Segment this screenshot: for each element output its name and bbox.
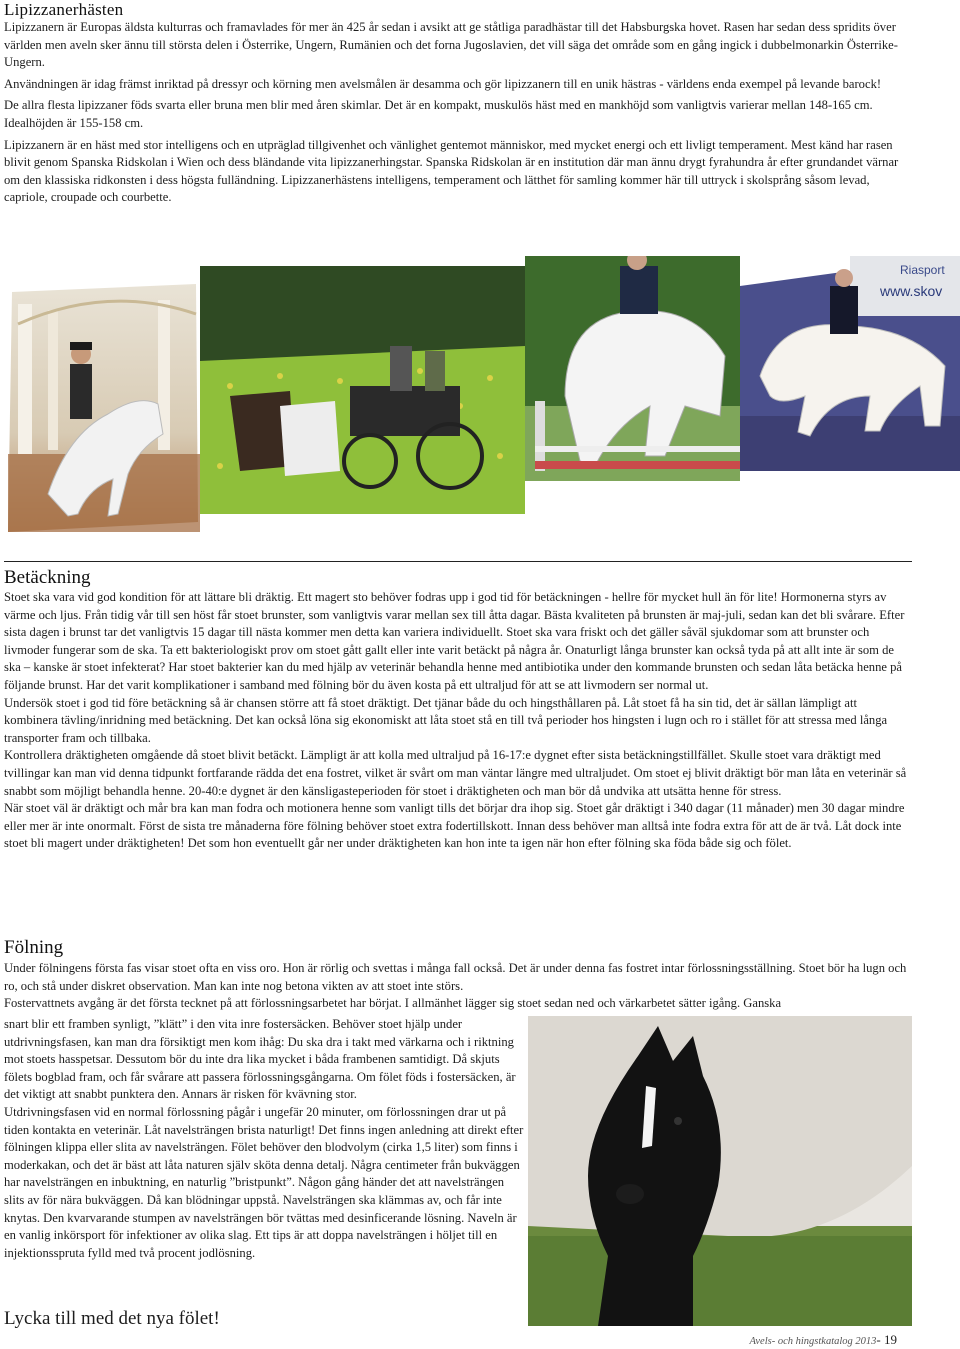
betackning-paragraph: Kontrollera dräktigheten omgående då stoet blivit betäckt. Lämpligt är att kolla med ultraljud på 16-17:e dygnet efter sista betäckningstillfället. Skulle stoet vara dräktigt med tvillingar kan man vid denna tidpunkt fortfarande rädda det ena fostret, vilket är svårt om man väntar längre med ultraljudet. Om stoet ej blivit dräktigt bör man låta en veterinär så snabbt som möjligt behandla henne. 20-40:e dygnet är den känsligasteperioden för stoet i dräktigheten och man bör då undvika att utsätta henne för stress. <box>4 748 907 798</box>
photo-strip <box>0 256 960 556</box>
intro-paragraph: De allra flesta lipizzaner föds svarta eller bruna men blir med åren skimlar. Det är en kompakt, muskulös häst med en mankhöjd som vanligtvis varierar mellan 148-165 cm. Idealhöjden är 155-158 cm. <box>4 98 873 130</box>
footer-label: Avels- och hingstkatalog 2013 <box>749 1336 877 1347</box>
photo-indoor-dressage <box>740 256 960 471</box>
intro-paragraph: Lipizzanern är en häst med stor intelligens och en utpräglad tillgivenhet och vänlighet gentemot människor, med mycket energi och ett livligt temperament. Mest känd har rasen blivit genom Spanska Ridskolan i Wien och dess bländande vita lipizzanerhingstar. Spanska Ridskolan är en institution där man ännu drygt fyrahundra år efter grundandet värnar om den klassiska ridkonsten i dess högsta fulländning. Lipizzanerhästens intelligens, temperament och lätthet för samling kommer här till uttryck i skolsprång såsom levad, capriole, croupade och courbette. <box>4 137 899 205</box>
betackning-paragraph: När stoet väl är dräktigt och mår bra kan man fodra och motionera henne som vanligt tills det börjar dra ihop sig. Stoet går dräktigt i 340 dagar (11 månader) men 30 dagar mindre eller mer är inte onormalt. Först de sista tre månaderna före fölning behöver stoet extra fodertillskott. Innan dess behöver man alltså inte fodra extra för att de är två. Låt dock inte stoet bli magert under dräktigheten! Det som hon eventuellt går ner under dräktigheten kan hon inte ta igen när hon efter fölning ska föda både sig och fölet. <box>4 801 905 851</box>
photo-riding-school <box>8 284 200 534</box>
photo-foal <box>528 1016 912 1326</box>
folning-paragraph: snart blir ett framben synligt, ”klätt” i den vita inre fostersäcken. Behöver stoet hjälp under utdrivningsfasen, kan man dra försiktigt men kom ihåg: Du ska dra i takt med värkarna och i riktning mot stoets hasspetsar. Dessutom bör du inte dra lika mycket i båda frambenen samtidigt. Då skjuts fölets bogblad fram, och får svårare att passera förlossningsgångarna. Om fölet föds i fostersäcken, är det viktigt att snabbt punktera den. Annars är risken för kvävning stor. <box>4 1017 516 1102</box>
sign-text: www.skov <box>880 283 943 299</box>
folning-paragraph: Under fölningens första fas visar stoet ofta en viss oro. Hon är rörlig och svettas i många fall också. Det är under denna fas fostret intar förlossningsställning. Stoet bör ha lugn och ro, och stå under diskret observation. Man kan inte nog betona vikten av att stoet inte störs. <box>4 961 907 993</box>
heading-betackning: Betäckning <box>4 567 91 588</box>
section-folning <box>4 937 912 959</box>
closing-line: Lycka till med det nya fölet! <box>4 1308 220 1329</box>
betackning-paragraph: Undersök stoet i god tid före betäckning så är chansen större att få stoet dräktigt. Det tjänar både du och hingsthållaren på. Låt stoet få ha sin tid, det är sällan lämpligt att kombinera tävling/inridning med betäckning. Det kan också löna sig ekonomiskt att låta stoet stå en till två perioder hos hingsten i lugn och ro i stället för att stressa med långa transporter fram och tillbaka. <box>4 695 888 745</box>
page-title: Lipizzanerhästen <box>4 0 124 19</box>
sign-text-top: Riasport <box>900 263 945 277</box>
intro-section <box>4 19 912 211</box>
folning-column <box>4 1016 524 1262</box>
photo-show-jumping <box>525 256 740 481</box>
page-number: - 19 <box>876 1332 897 1347</box>
intro-paragraph: Användningen är idag främst inriktad på dressyr och körning men avelsmålen är desamma och gör lipizzanern till en unik hästras - världens enda exempel på levande barock! <box>4 76 882 91</box>
betackning-paragraph: Stoet ska vara vid god kondition för att lättare bli dräktig. Ett magert sto behöver fodras upp i god tid för betäckningen - hellre för mycket hull än för lite! Hormonerna styrs av värme och ljus. Från tidig vår till sen höst får stoet brunster, som vanligtvis varar mellan sex till åtta dagar. Bästa kvaliteten på brunsten är maj-juli, sedan kan det bli svårare. Efter sista dagen i brunst tar det vanligtvis 15 dagar till nästa kommer men detta kan variera individuellt. Stoet ska vara friskt och det gäller såväl sjukdomar som att brunster och livmoder fungerar som de ska. Ta ett bakteriologiskt prov om stoet gått gallt eller inte varit betäckt på några år. Onaturligt långa brunster kan också tyda på att allt inte är som de ska – kanske är stoet infekterat? Har stoet bakterier kan du med hjälp av veterinär behandla henne med antibiotika under den kommande brunsten och sedan låta betäcka henne på följande brunst. Har det varit komplikationer i samband med fölning bör du även kosta på ett ultraljud för att se att livmodern ser normal ut. <box>4 590 905 692</box>
photo-carriage-driving <box>200 266 525 514</box>
page-footer <box>750 1332 897 1348</box>
folning-intro <box>4 960 912 1013</box>
folning-paragraph: Utdrivningsfasen vid en normal förlossning pågår i ungefär 20 minuter, om förlossningen drar ut på tiden kontakta en veterinär. Låt navelsträngen brista naturligt! Det finns ingen anledning att direkt efter fölningen klippa eller slita av navelsträngen. Fölet behöver den blodvolym (cirka 1,5 liter) som finns i moderkakan, och det är bäst att låta naturen själv sköta denna detalj. Några centimeter från bukväggen har navelsträngen en inbuktning, en naturlig ”bristpunkt”. Någon gång händer det att navelsträngen slits av för nära bukväggen. Då kan blödningar uppstå. Navelsträngen ska klämmas av, och får inte knytas. Den kvarvarande stumpen av navelsträngen bör tvättas med desinficerande lösning. Naveln är en vanlig inkörsport för infektioner av olika slag. Ett tips är att doppa navelsträngen i höljet till en injektionsspruta fylld med två procent jodlösning. <box>4 1104 524 1260</box>
section-divider <box>4 561 912 562</box>
section-betackning <box>4 567 912 853</box>
folning-paragraph: Fostervattnets avgång är det första tecknet på att förlossningsarbetet har börjat. I allmänhet lägger sig stoet sedan ned och värkarbetet sätter igång. Ganska <box>4 996 782 1011</box>
heading-folning: Fölning <box>4 937 64 958</box>
intro-paragraph: Lipizzanern är Europas äldsta kulturras och framavlades för mer än 425 år sedan i avsikt att ge ståtliga paradhästar till det Habsburgska hovet. Rasen har sedan dess spridits över världen men aveln sker ännu till största delen i Österrike, Ungern, Rumänien och det forna Jugoslavien, det vill säga det område som en gång ingick i dubbelmonarkin Österrike-Ungern. <box>4 20 898 70</box>
